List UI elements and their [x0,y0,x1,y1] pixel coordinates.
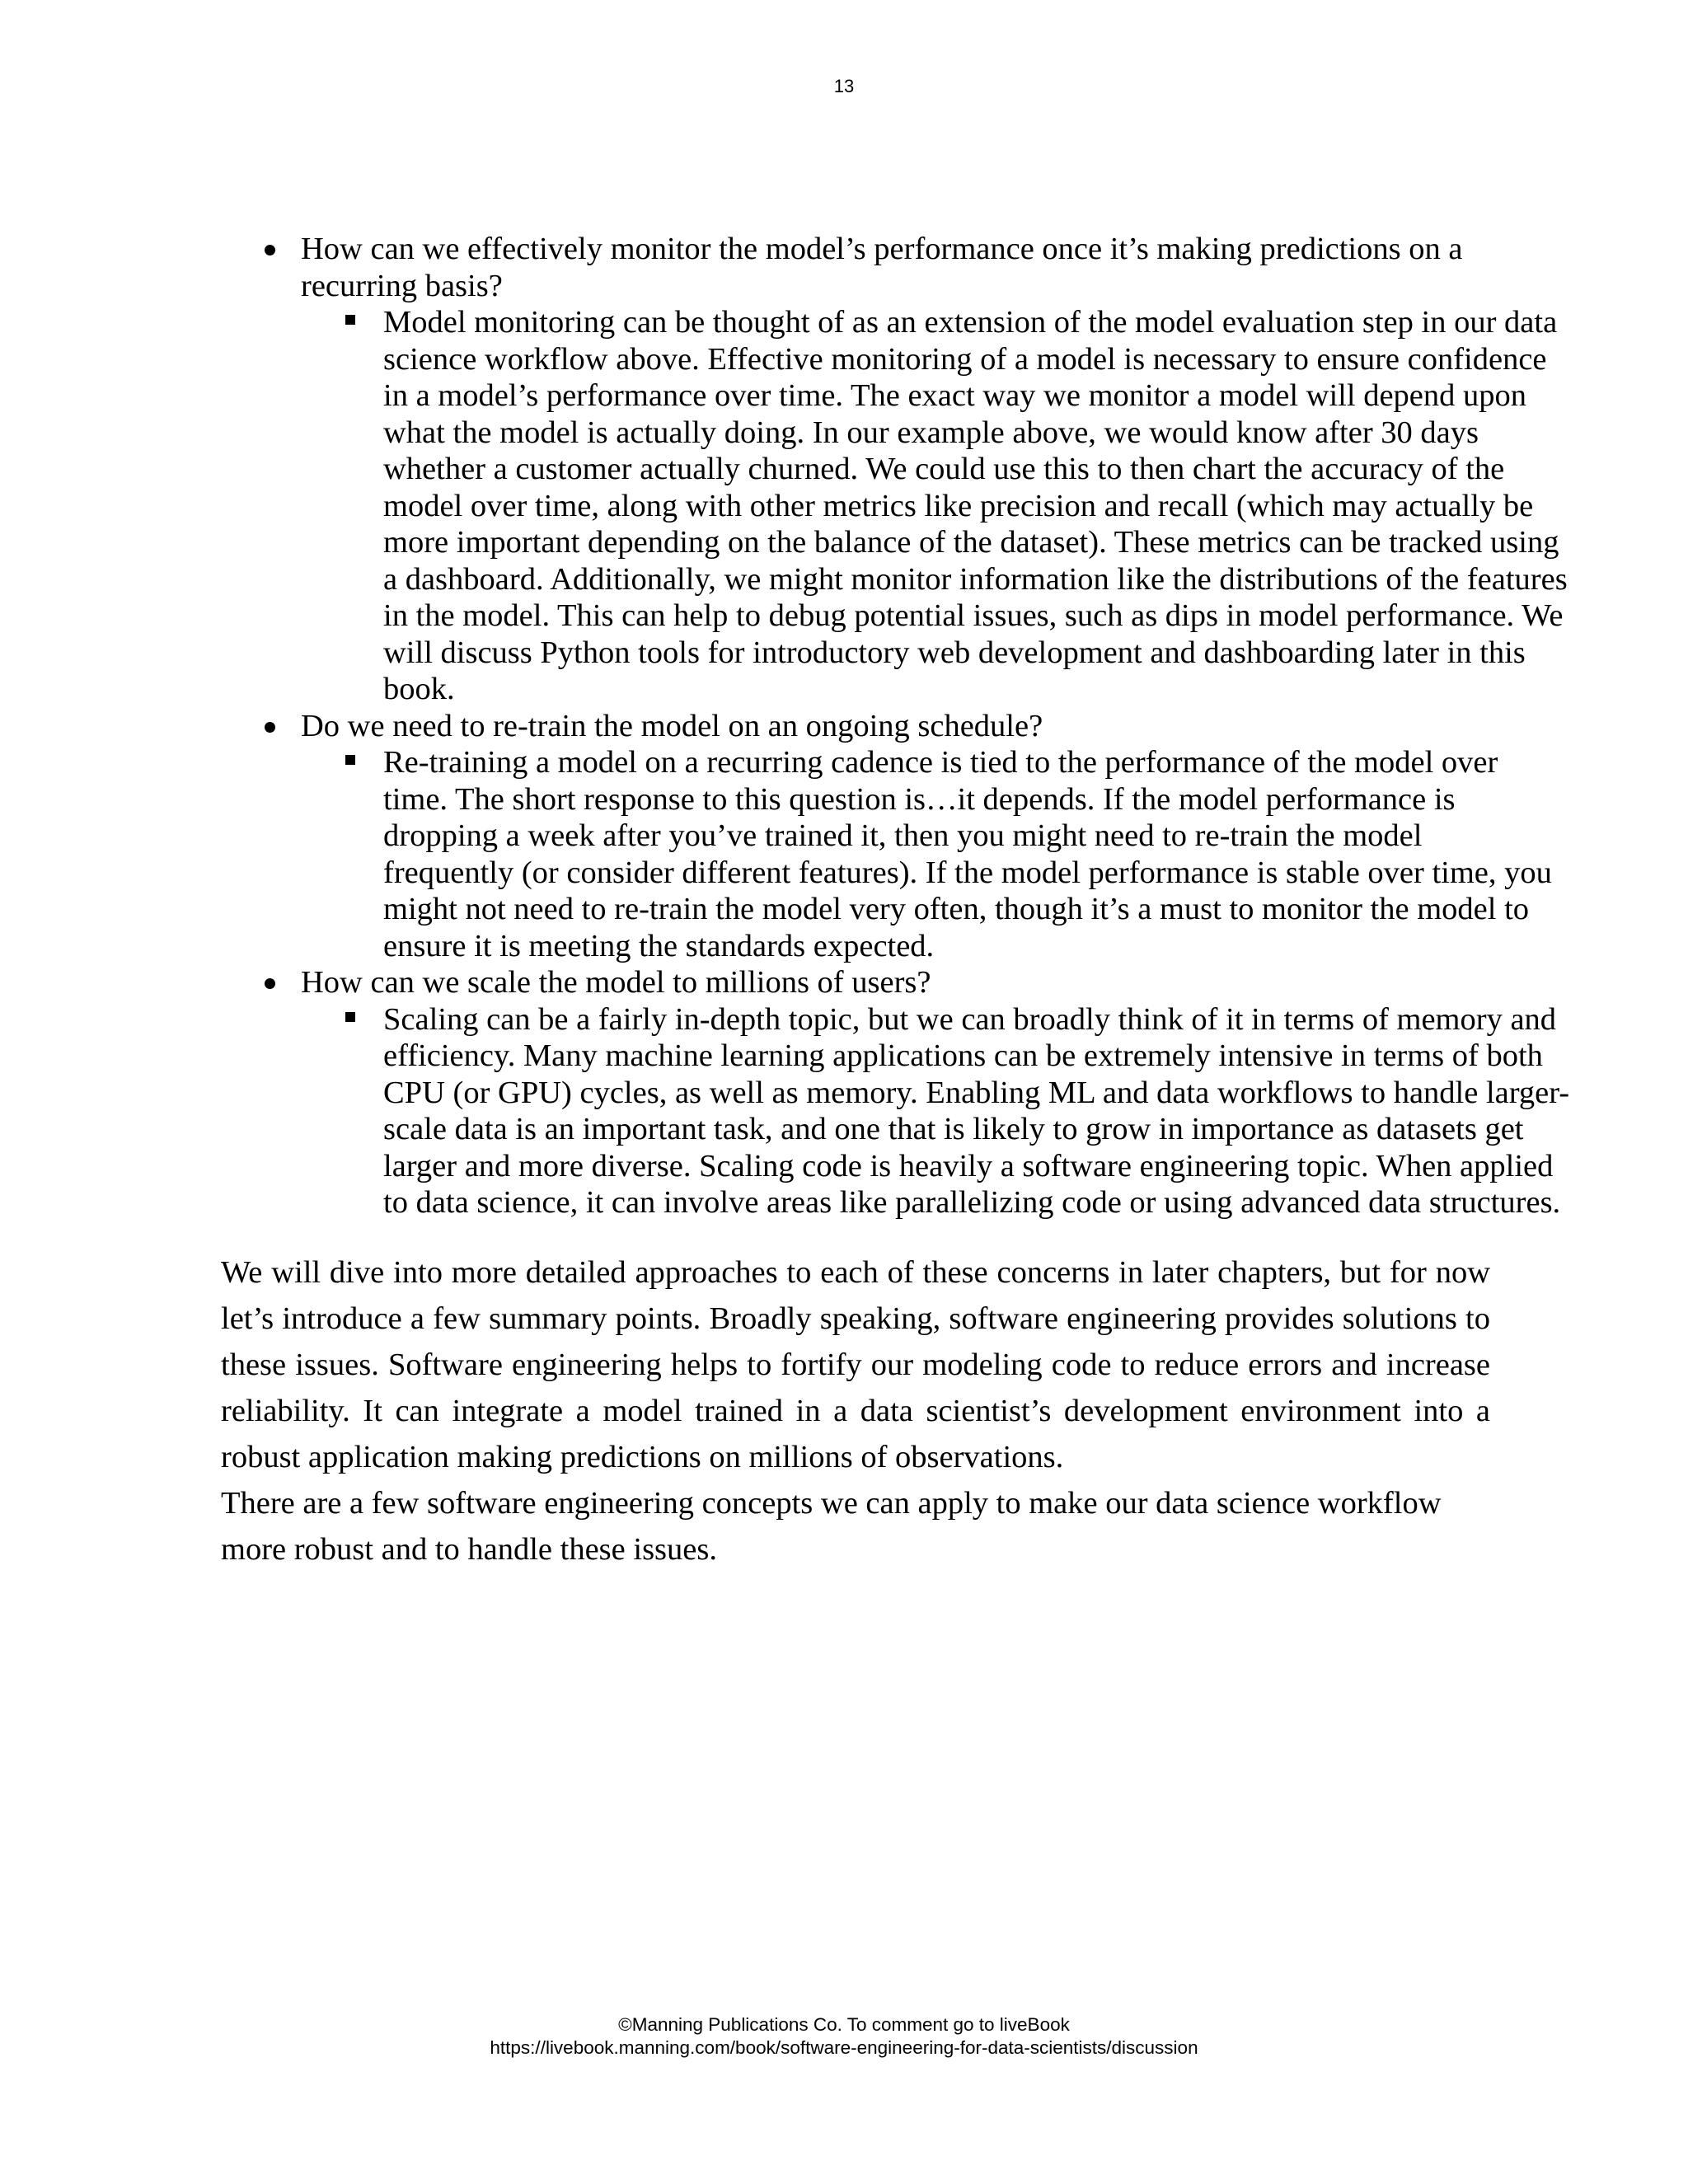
list-item [301,304,1581,708]
answer-list [301,304,1581,708]
list-item [221,708,1581,965]
footer-copyright: ©Manning Publications Co. To comment go to liveBook [618,2014,1070,2035]
body-text [221,1249,1490,1572]
answer-list [301,744,1581,964]
page-content [221,231,1581,1572]
list-item [221,964,1581,1221]
bullet-answer: Scaling can be a fairly in-depth topic, but we can broadly think of it in terms of memory and efficiency. Many machine learning applications can be extremely intensive in terms of both CPU (or GPU) cycles, as well as memory. Enabling ML and data workflows to handle larger-scale data is an important task, and one that is likely to grow in importance as datasets get larger and more diverse. Scaling code is heavily a software engineering topic. When applied to data science, it can involve areas like parallelizing code or using advanced data structures. [383,1001,1570,1220]
paragraph: There are a few software engineering concepts we can apply to make our data science workflow more robust and to handle these issues. [221,1485,1442,1567]
square-bullet-icon [345,315,355,325]
list-item [301,1001,1581,1221]
square-bullet-icon [345,1012,355,1022]
list-item [301,744,1581,964]
bullet-question: How can we effectively monitor the model’s performance once it’s making predictions on a recurring basis? [301,232,1463,303]
bullet-question: How can we scale the model to millions of users? [301,965,931,1000]
bullet-answer: Model monitoring can be thought of as an extension of the model evaluation step in our data science workflow above. Effective monitoring of a model is necessary to ensure confidence in a model’s performance over time. The exact way we monitor a model will depend upon what the model is actually doing. In our example above, we would know after 30 days whether a customer actually churned. We could use this to then chart the accuracy of the model over time, along with other metrics like precision and recall (which may actually be more important depending on the balance of the dataset). These metrics can be tracked using a dashboard. Additionally, we might monitor information like the distributions of the features in the model. This can help to debug potential issues, such as dips in model performance. We will discuss Python tools for introductory web development and dashboarding later in this book. [383,305,1568,706]
bullet-icon [265,978,275,989]
square-bullet-icon [345,755,355,765]
bullet-answer: Re-training a model on a recurring cadence is tied to the performance of the model over time. The short response to this question is…it depends. If the model performance is dropping a week after you’ve trained it, then you might need to re-train the model frequently (or consider different features). If the model performance is stable over time, you might not need to re-train the model very often, though it’s a must to monitor the model to ensure it is meeting the standards expected. [383,745,1552,963]
footer-url: https://livebook.manning.com/book/software-engineering-for-data-scientists/discussion [490,2037,1198,2058]
list-item [221,231,1581,708]
page-number: 13 [833,76,855,96]
bullet-question: Do we need to re-train the model on an ongoing schedule? [301,708,1043,743]
footer [0,2013,1688,2060]
bullet-icon [265,245,275,255]
bullet-icon [265,722,275,733]
question-list [221,231,1581,1221]
paragraph: We will dive into more detailed approaches to each of these concerns in later chapters, but for now let’s introduce a few summary points. Broadly speaking, software engineering provides solutions to these issues. Software engineering helps to fortify our modeling code to reduce errors and increase reliability. It can integrate a model trained in a data scientist’s development environment into a robust application making predictions on millions of observations. [221,1254,1490,1474]
answer-list [301,1001,1581,1221]
